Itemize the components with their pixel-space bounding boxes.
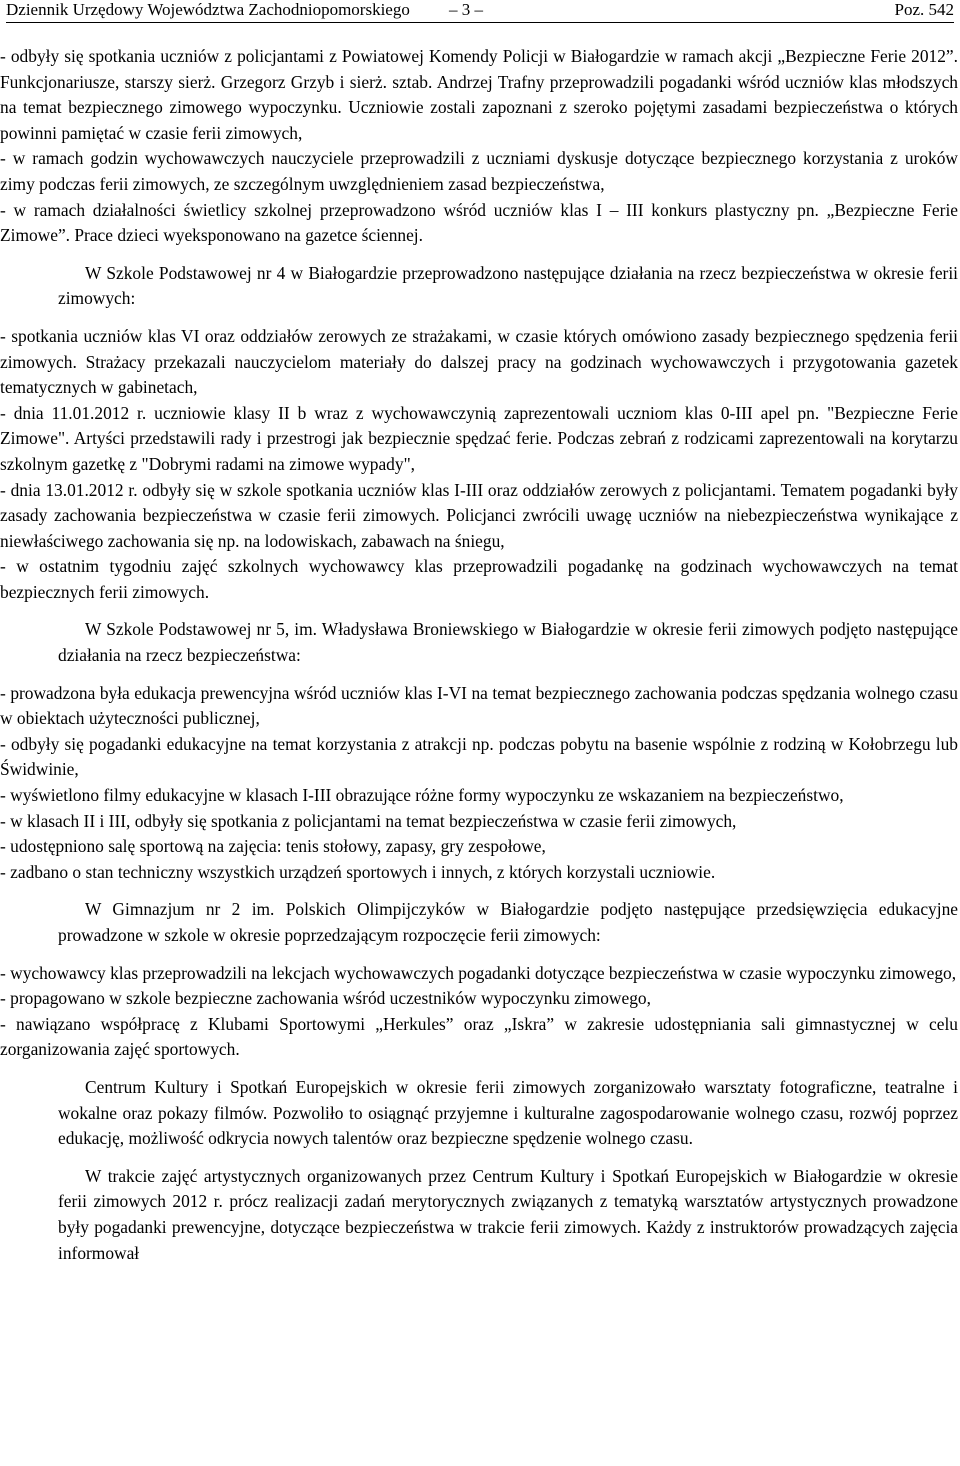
bullet-police-meeting: - odbyły się spotkania uczniów z policjantami z Powiatowej Komendy Policji w Białogardzie w ramach akcji „Bezpieczne Ferie 2012”. Funkcjonariusze, starszy sierż. Grzegorz Grzyb i sierż. sztab. Andrzej Trafny przeprowadzili pogadanki wśród uczniów klas młodszych na temat bezpiecznego zimowego wypoczynku. Uczniowie zostali zapoznani z szeroko pojętymi zasadami bezpieczeństwa o których powinni pamiętać w czasie ferii zimowych,: [0, 46, 958, 143]
bullet-films: - wyświetlono filmy edukacyjne w klasach I-III obrazujące różne formy wypoczynku ze wskazaniem na bezpieczeństwo,: [0, 785, 844, 806]
bullet-sports-clubs: - nawiązano współpracę z Klubami Sportowymi „Herkules” oraz „Iskra” w zakresie udostępniania sali gimnastycznej w celu zorganizowania zajęć sportowych.: [0, 1013, 958, 1060]
bullet-promotion: - propagowano w szkole bezpieczne zachowania wśród uczestników wypoczynku zimowego,: [0, 988, 651, 1009]
bullet-art-contest: - w ramach działalności świetlicy szkolnej przeprowadzono wśród uczniów klas I – III konkurs plastyczny pn. „Bezpieczne Ferie Zimowe”. Prace dzieci wyeksponowano na gazetce ściennej.: [0, 199, 958, 246]
section-sp5-intro: W Szkole Podstawowej nr 5, im. Władysława Broniewskiego w Białogardzie w okresie ferii zimowych podjęto następujące działania na rzecz bezpieczeństwa:: [58, 619, 958, 666]
bullet-prevention-education: - prowadzona była edukacja prewencyjna wśród uczniów klas I-VI na temat bezpiecznego zachowania podczas spędzania wolnego czasu w obiektach użyteczności publicznej,: [0, 682, 958, 729]
section-sp4-intro: W Szkole Podstawowej nr 4 w Białogardzie przeprowadzono następujące działania na rzecz bezpieczeństwa w okresie ferii zimowych:: [58, 262, 958, 309]
bullet-last-week: - w ostatnim tygodniu zajęć szkolnych wychowawcy klas przeprowadzili pogadankę na godzinach wychowawczych na temat bezpiecznych ferii zimowych.: [0, 556, 958, 602]
bullet-educational-talks: - odbyły się pogadanki edukacyjne na temat korzystania z atrakcji np. podczas pobytu na basenie wspólnie z rodziną w Kołobrzegu lub Świdwinie,: [0, 733, 958, 780]
page-header: [6, 0, 954, 23]
bullet-equipment: - zadbano o stan techniczny wszystkich urządzeń sportowych i innych, z których korzystali uczniowie.: [0, 861, 716, 882]
position-number: Poz. 542: [894, 0, 954, 19]
document-body: [0, 44, 958, 1266]
bullet-homeroom-talks: - wychowawcy klas przeprowadzili na lekcjach wychowawczych pogadanki dotyczące bezpieczeństwa w czasie wypoczynku zimowego,: [0, 962, 957, 983]
page-number: – 3 –: [449, 0, 483, 19]
section-gim2-intro: W Gimnazjum nr 2 im. Polskich Olimpijczyków w Białogardzie podjęto następujące przedsięwzięcia edukacyjne prowadzone w szkole w okresie poprzedzającym rozpoczęcie ferii zimowych:: [58, 899, 958, 945]
bullet-sports-hall: - udostępniono salę sportową na zajęcia: tenis stołowy, zapasy, gry zespołowe,: [0, 836, 546, 857]
bullet-police-13-01: - dnia 13.01.2012 r. odbyły się w szkole spotkania uczniów klas I-III oraz oddziałów zerowych z policjantami. Tematem pogadanki były zasady zachowania bezpieczeństwa w czasie ferii zimowych. Policjanci zwrócili uwagę uczniów na niebezpieczeństwa wynikające z niewłaściwego zachowania się np. na lodowiskach, zabawach na śniegu,: [0, 479, 958, 551]
section-culture-centre: Centrum Kultury i Spotkań Europejskich w okresie ferii zimowych zorganizowało warsztaty fotograficzne, teatralne i wokalne oraz pokazy filmów. Pozwoliło to osiągnąć przyjemne i kulturalne zagospodarowanie wolnego czasu, rozwój poprzez edukację, możliwość odkrycia nowych talentów oraz bezpieczne spędzenie wolnego czasu.: [58, 1076, 958, 1149]
journal-title: Dziennik Urzędowy Województwa Zachodniopomorskiego: [6, 0, 410, 19]
section-art-classes: W trakcie zajęć artystycznych organizowanych przez Centrum Kultury i Spotkań Europejskich w Białogardzie w okresie ferii zimowych 2012 r. prócz realizacji zadań merytorycznych związanych z tematyką warsztatów artystycznych prowadzone były pogadanki prewencyjne, dotyczące bezpieczeństwa w trakcie ferii zimowych. Każdy z instruktorów prowadzących zajęcia informował: [58, 1165, 958, 1263]
bullet-assembly: - dnia 11.01.2012 r. uczniowie klasy II b wraz z wychowawczynią zaprezentowali uczniom klas 0-III apel pn. "Bezpieczne Ferie Zimowe". Artyści przedstawili rady i przestrogi jak bezpiecznie spędzać ferie. Podczas zebrań z rodzicami zaprezentowali na korytarzu szkolnym gazetkę z "Dobrymi radami na zimowe wypady",: [0, 402, 958, 474]
bullet-class-discussion: - w ramach godzin wychowawczych nauczyciele przeprowadzili z uczniami dyskusje dotyczące bezpiecznego korzystania z uroków zimy podczas ferii zimowych, ze szczególnym uwzględnieniem zasad bezpieczeństwa,: [0, 148, 958, 194]
bullet-police-meetings: - w klasach II i III, odbyły się spotkania z policjantami na temat bezpieczeństwa w czasie ferii zimowych,: [0, 810, 737, 831]
bullet-firefighters: - spotkania uczniów klas VI oraz oddziałów zerowych ze strażakami, w czasie których omówiono zasady bezpiecznego spędzenia ferii zimowych. Strażacy przekazali nauczycielom materiały do dalszej pracy na godzinach wychowawczych i przygotowania gazetek tematycznych w gabinetach,: [0, 325, 958, 398]
